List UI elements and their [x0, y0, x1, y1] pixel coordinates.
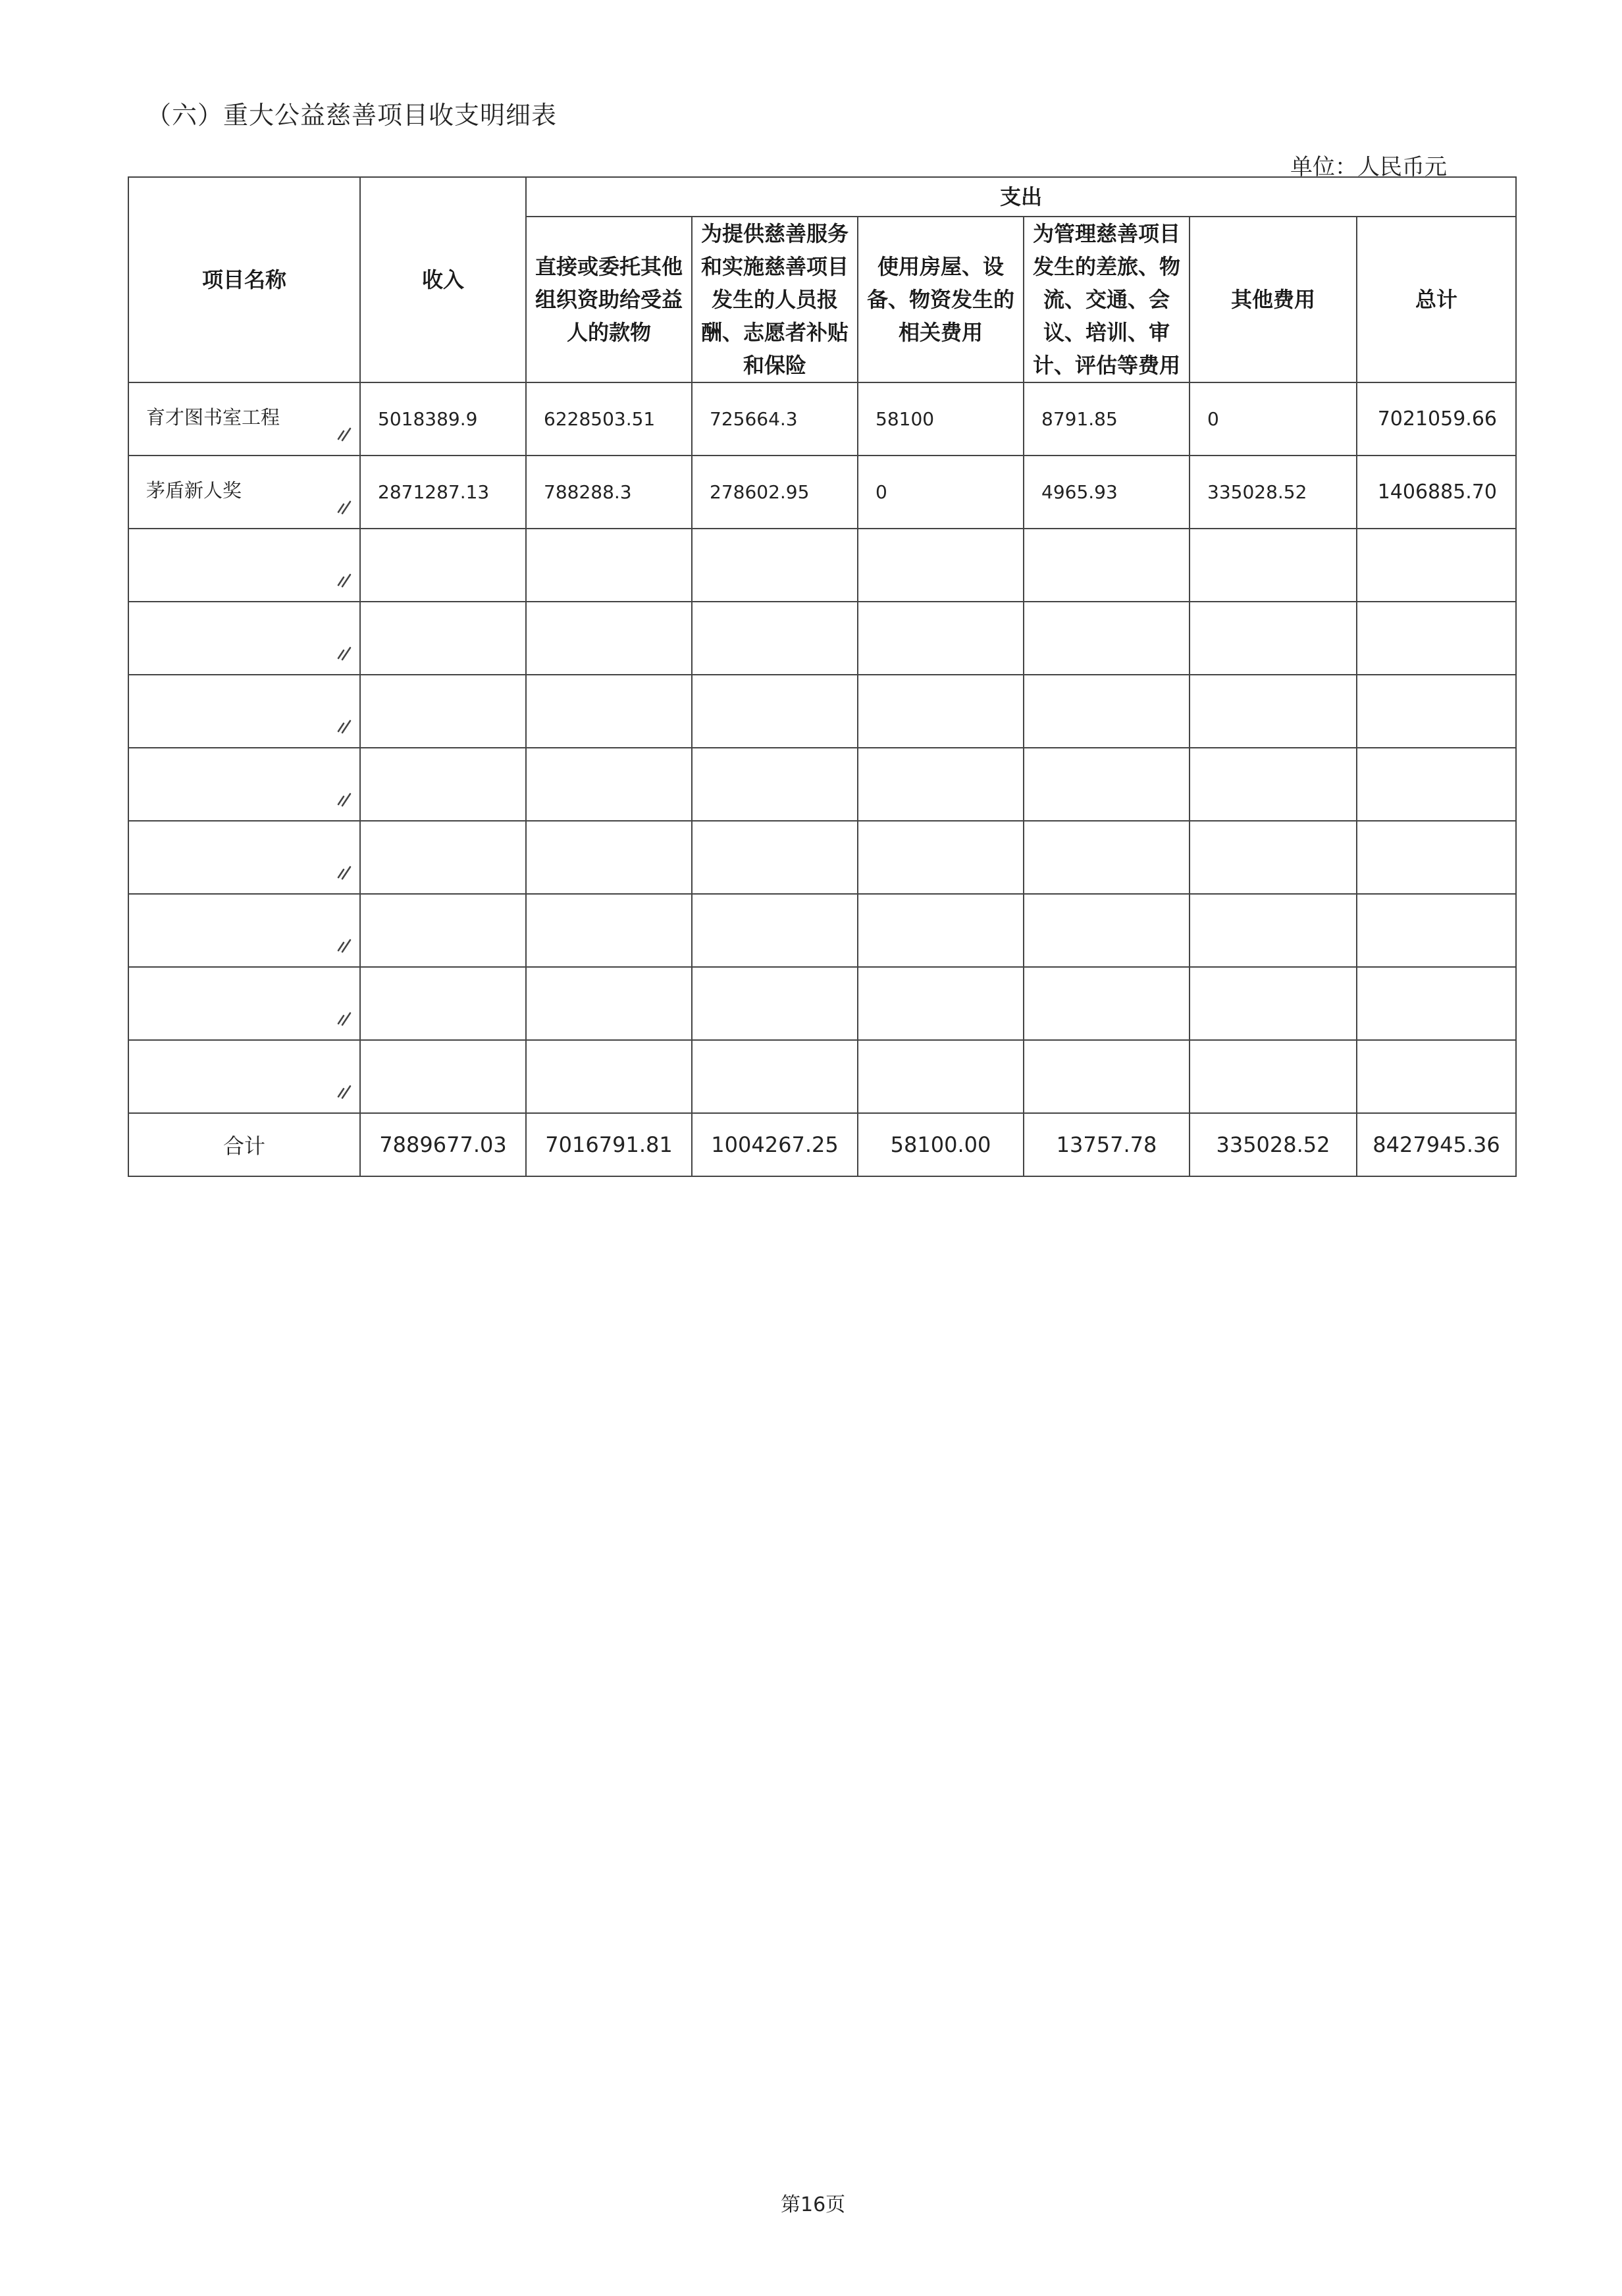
header-admin-costs: 为管理慈善项目发生的差旅、物流、交通、会议、培训、审计、评估等费用: [1024, 217, 1190, 382]
direct-grants-cell: 6228503.51: [526, 382, 692, 456]
empty-table-row: [128, 675, 1516, 748]
tick-mark-icon: [334, 716, 354, 735]
section-title: （六）重大公益慈善项目收支明细表: [146, 101, 558, 130]
totals-row: [128, 1113, 1516, 1176]
tick-mark-icon: [334, 1008, 354, 1028]
total-cell: 7021059.66: [1357, 382, 1516, 456]
project-name-cell: [128, 602, 360, 675]
tick-mark-icon: [334, 569, 354, 589]
table-row: [128, 382, 1516, 456]
totals-admin-costs: 13757.78: [1024, 1113, 1190, 1176]
empty-cell: [360, 894, 526, 967]
income-cell: 2871287.13: [360, 456, 526, 529]
project-income-expense-table: [128, 176, 1517, 1177]
page-number: 第16页: [781, 2193, 846, 2216]
project-name-cell: [128, 967, 360, 1040]
empty-cell: [1357, 529, 1516, 602]
empty-cell: [858, 821, 1024, 894]
empty-table-row: [128, 894, 1516, 967]
project-name-cell: [128, 382, 360, 456]
empty-cell: [1357, 748, 1516, 821]
empty-cell: [526, 675, 692, 748]
empty-cell: [526, 894, 692, 967]
empty-cell: [526, 821, 692, 894]
project-name: 茅盾新人奖: [146, 479, 242, 502]
empty-cell: [692, 894, 858, 967]
project-name-cell: [128, 675, 360, 748]
header-direct-grants: 直接或委托其他组织资助给受益人的款物: [526, 217, 692, 382]
empty-cell: [692, 602, 858, 675]
empty-cell: [1190, 821, 1357, 894]
empty-cell: [1024, 1040, 1190, 1113]
total-cell: 1406885.70: [1357, 456, 1516, 529]
empty-cell: [526, 1040, 692, 1113]
project-name-cell: [128, 821, 360, 894]
project-name: 育才图书室工程: [146, 406, 280, 429]
staff-costs-cell: 278602.95: [692, 456, 858, 529]
empty-cell: [858, 675, 1024, 748]
header-staff-costs: 为提供慈善服务和实施慈善项目发生的人员报酬、志愿者补贴和保险: [692, 217, 858, 382]
facility-costs-cell: 0: [858, 456, 1024, 529]
tick-mark-icon: [334, 642, 354, 662]
tick-mark-icon: [334, 789, 354, 808]
empty-cell: [1190, 894, 1357, 967]
header-income: 收入: [360, 177, 526, 382]
empty-cell: [526, 529, 692, 602]
empty-table-row: [128, 967, 1516, 1040]
tick-mark-icon: [334, 862, 354, 881]
totals-label: 合计: [128, 1113, 360, 1176]
empty-cell: [1357, 894, 1516, 967]
project-name-cell: [128, 1040, 360, 1113]
admin-costs-cell: 4965.93: [1024, 456, 1190, 529]
header-other-costs: 其他费用: [1190, 217, 1357, 382]
admin-costs-cell: 8791.85: [1024, 382, 1190, 456]
empty-cell: [360, 748, 526, 821]
empty-cell: [1190, 529, 1357, 602]
empty-cell: [858, 894, 1024, 967]
totals-facility-costs: 58100.00: [858, 1113, 1024, 1176]
totals-direct-grants: 7016791.81: [526, 1113, 692, 1176]
empty-cell: [1190, 602, 1357, 675]
table-row: [128, 456, 1516, 529]
staff-costs-cell: 725664.3: [692, 382, 858, 456]
empty-cell: [1190, 675, 1357, 748]
header-project-name: 项目名称: [128, 177, 360, 382]
empty-cell: [1024, 821, 1190, 894]
empty-table-row: [128, 602, 1516, 675]
project-name-cell: [128, 894, 360, 967]
tick-mark-icon: [334, 935, 354, 954]
empty-cell: [858, 1040, 1024, 1113]
tick-mark-icon: [334, 423, 354, 443]
empty-cell: [1357, 1040, 1516, 1113]
empty-cell: [360, 1040, 526, 1113]
totals-other-costs: 335028.52: [1190, 1113, 1357, 1176]
empty-cell: [1024, 602, 1190, 675]
header-expense-group: 支出: [526, 177, 1516, 217]
tick-mark-icon: [334, 496, 354, 516]
empty-cell: [1357, 602, 1516, 675]
empty-cell: [692, 821, 858, 894]
empty-cell: [360, 529, 526, 602]
direct-grants-cell: 788288.3: [526, 456, 692, 529]
empty-table-row: [128, 748, 1516, 821]
empty-cell: [858, 748, 1024, 821]
empty-cell: [858, 529, 1024, 602]
empty-cell: [692, 675, 858, 748]
totals-income: 7889677.03: [360, 1113, 526, 1176]
empty-cell: [360, 675, 526, 748]
other-costs-cell: 335028.52: [1190, 456, 1357, 529]
project-name-cell: [128, 529, 360, 602]
empty-cell: [1024, 894, 1190, 967]
unit-label: 单位：人民币元: [1290, 154, 1447, 180]
empty-table-row: [128, 529, 1516, 602]
empty-cell: [1190, 748, 1357, 821]
empty-cell: [1024, 675, 1190, 748]
empty-cell: [692, 967, 858, 1040]
tick-mark-icon: [334, 1081, 354, 1101]
empty-cell: [360, 821, 526, 894]
empty-cell: [526, 748, 692, 821]
empty-cell: [692, 1040, 858, 1113]
empty-cell: [526, 602, 692, 675]
project-name-cell: [128, 748, 360, 821]
other-costs-cell: 0: [1190, 382, 1357, 456]
empty-cell: [1357, 967, 1516, 1040]
header-facility-costs: 使用房屋、设备、物资发生的相关费用: [858, 217, 1024, 382]
empty-cell: [360, 602, 526, 675]
income-cell: 5018389.9: [360, 382, 526, 456]
empty-cell: [858, 967, 1024, 1040]
empty-cell: [692, 748, 858, 821]
empty-cell: [692, 529, 858, 602]
totals-staff-costs: 1004267.25: [692, 1113, 858, 1176]
empty-cell: [360, 967, 526, 1040]
facility-costs-cell: 58100: [858, 382, 1024, 456]
empty-cell: [858, 602, 1024, 675]
empty-cell: [1024, 529, 1190, 602]
empty-cell: [1024, 748, 1190, 821]
header-total: 总计: [1357, 217, 1516, 382]
empty-cell: [1024, 967, 1190, 1040]
project-name-cell: [128, 456, 360, 529]
empty-cell: [1190, 967, 1357, 1040]
empty-cell: [1357, 821, 1516, 894]
empty-table-row: [128, 1040, 1516, 1113]
totals-total: 8427945.36: [1357, 1113, 1516, 1176]
empty-cell: [1190, 1040, 1357, 1113]
empty-cell: [526, 967, 692, 1040]
empty-cell: [1357, 675, 1516, 748]
empty-table-row: [128, 821, 1516, 894]
